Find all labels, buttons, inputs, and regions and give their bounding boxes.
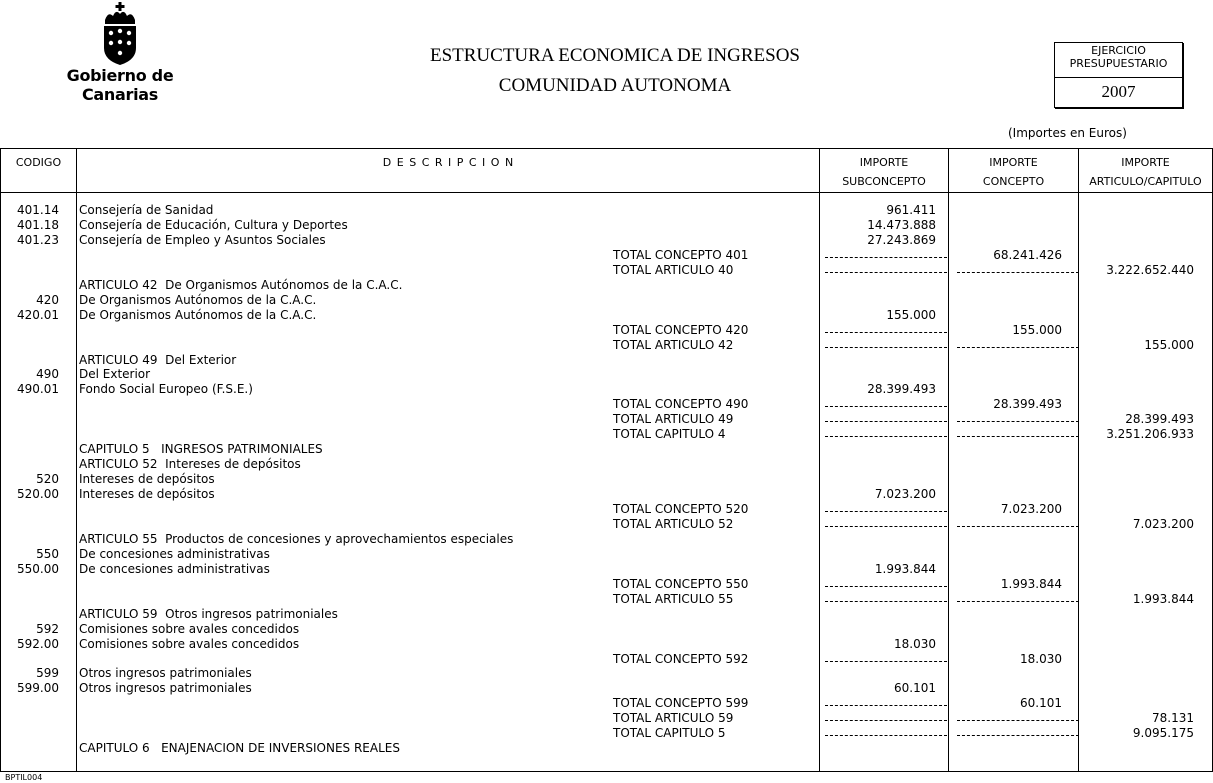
report-table <box>0 148 1213 772</box>
row-total-label: TOTAL ARTICULO 55 <box>613 591 734 606</box>
ejercicio-label: EJERCICIO PRESUPUESTARIO <box>1069 44 1168 70</box>
row-description: ARTICULO 52 Intereses de depósitos <box>79 457 301 472</box>
row-code: 420.01 <box>17 307 59 322</box>
dashed-rule <box>825 601 947 602</box>
divider <box>1055 77 1182 78</box>
dashed-rule <box>825 661 947 662</box>
table-row <box>1 308 1212 323</box>
table-row <box>1 622 1212 637</box>
row-importe-articulo: 28.399.493 <box>1125 412 1194 427</box>
row-code: 599 <box>36 666 59 681</box>
table-row <box>1 681 1212 696</box>
row-code: 550.00 <box>17 561 59 576</box>
row-importe-concepto: 28.399.493 <box>993 397 1062 412</box>
row-total-label: TOTAL ARTICULO 59 <box>613 711 734 726</box>
coat-of-arms-icon <box>102 2 138 66</box>
table-row <box>1 278 1212 293</box>
row-code: 490 <box>36 367 59 382</box>
dashed-rule <box>825 257 947 258</box>
dashed-rule <box>957 601 1079 602</box>
row-importe-concepto: 60.101 <box>1020 696 1062 711</box>
table-row <box>1 577 1212 592</box>
row-total-label: TOTAL ARTICULO 40 <box>613 262 734 277</box>
row-importe-subconcepto: 18.030 <box>894 636 936 651</box>
row-code: 599.00 <box>17 681 59 696</box>
dashed-rule <box>957 272 1079 273</box>
row-description: Otros ingresos patrimoniales <box>79 666 252 681</box>
row-description: ARTICULO 59 Otros ingresos patrimoniales <box>79 606 338 621</box>
dashed-rule <box>825 511 947 512</box>
header-divider <box>1 192 1212 193</box>
dashed-rule <box>825 586 947 587</box>
header-concepto-line2: CONCEPTO <box>982 175 1045 188</box>
dashed-rule <box>825 735 947 736</box>
table-row <box>1 592 1212 607</box>
table-row <box>1 293 1212 308</box>
header-codigo: CODIGO <box>15 156 62 169</box>
row-importe-subconcepto: 7.023.200 <box>874 487 936 502</box>
row-code: 592.00 <box>17 636 59 651</box>
table-row <box>1 562 1212 577</box>
table-row <box>1 711 1212 726</box>
row-importe-articulo: 155.000 <box>1144 337 1194 352</box>
header-subconcepto-line1: IMPORTE <box>859 156 909 169</box>
row-description: Comisiones sobre avales concedidos <box>79 621 300 636</box>
table-row <box>1 353 1212 368</box>
row-description: De concesiones administrativas <box>79 546 270 561</box>
table-row <box>1 442 1212 457</box>
row-code: 401.23 <box>17 232 59 247</box>
row-description: Consejería de Educación, Cultura y Deportes <box>79 217 348 232</box>
row-code: 490.01 <box>17 382 59 397</box>
dashed-rule <box>825 421 947 422</box>
row-importe-articulo: 1.993.844 <box>1132 591 1194 606</box>
dashed-rule <box>825 720 947 721</box>
row-importe-concepto: 7.023.200 <box>1000 502 1062 516</box>
row-total-label: TOTAL CONCEPTO 401 <box>613 247 749 262</box>
table-row <box>1 218 1212 233</box>
row-total-label: TOTAL CONCEPTO 592 <box>613 651 749 666</box>
row-description: ARTICULO 55 Productos de concesiones y aprovechamientos especiales <box>79 531 514 546</box>
dashed-rule <box>957 735 1079 736</box>
header-concepto-line1: IMPORTE <box>989 156 1038 169</box>
table-row <box>1 367 1212 382</box>
row-total-label: TOTAL ARTICULO 49 <box>613 412 734 427</box>
logo-text: Gobierno de Canarias <box>66 66 174 104</box>
row-total-label: TOTAL ARTICULO 52 <box>613 516 734 531</box>
table-row <box>1 263 1212 278</box>
row-code: 550 <box>36 546 59 561</box>
table-row <box>1 487 1212 502</box>
table-row <box>1 696 1212 711</box>
row-importe-subconcepto: 14.473.888 <box>867 217 936 232</box>
row-importe-concepto: 18.030 <box>1020 651 1062 666</box>
dashed-rule <box>825 526 947 527</box>
row-importe-concepto: 1.993.844 <box>1000 576 1062 591</box>
header-subconcepto-line2: SUBCONCEPTO <box>842 175 926 188</box>
table-row <box>1 323 1212 338</box>
row-importe-subconcepto: 1.993.844 <box>874 561 936 576</box>
row-code: 520 <box>36 472 59 487</box>
table-row <box>1 741 1212 756</box>
header-descripcion: D E S C R I P C I O N <box>382 156 514 169</box>
row-code: 420 <box>36 292 59 307</box>
row-description: De Organismos Autónomos de la C.A.C. <box>79 307 317 322</box>
row-description: Intereses de depósitos <box>79 487 215 502</box>
table-row <box>1 397 1212 412</box>
header-subconcepto <box>820 153 948 191</box>
row-importe-articulo: 9.095.175 <box>1132 726 1194 741</box>
row-importe-subconcepto: 60.101 <box>894 681 936 696</box>
row-description: Otros ingresos patrimoniales <box>79 681 252 696</box>
table-row <box>1 233 1212 248</box>
row-description: De Organismos Autónomos de la C.A.C. <box>79 292 317 307</box>
ejercicio-year: 2007 <box>1101 82 1136 101</box>
row-description: Intereses de depósitos <box>79 472 215 487</box>
row-total-label: TOTAL CONCEPTO 490 <box>613 397 749 412</box>
dashed-rule <box>957 421 1079 422</box>
row-code: 401.18 <box>17 217 59 232</box>
row-importe-articulo: 7.023.200 <box>1132 516 1194 531</box>
header-articulo-line1: IMPORTE <box>1121 156 1170 169</box>
table-row <box>1 472 1212 487</box>
row-importe-articulo: 3.222.652.440 <box>1106 262 1194 277</box>
table-row <box>1 607 1212 622</box>
row-importe-concepto: 68.241.426 <box>993 247 1062 262</box>
row-importe-articulo: 3.251.206.933 <box>1106 427 1194 442</box>
table-row <box>1 637 1212 652</box>
row-code: 520.00 <box>17 487 59 502</box>
row-code: 592 <box>36 621 59 636</box>
ejercicio-box <box>1054 42 1183 108</box>
row-description: CAPITULO 5 INGRESOS PATRIMONIALES <box>79 442 323 457</box>
table-row <box>1 666 1212 681</box>
row-importe-concepto: 155.000 <box>1012 322 1062 337</box>
gobierno-de-canarias-logo <box>30 2 210 104</box>
table-row <box>1 652 1212 667</box>
table-row <box>1 338 1212 353</box>
row-description: ARTICULO 49 Del Exterior <box>79 352 237 367</box>
row-total-label: TOTAL CAPITULO 4 <box>613 427 726 442</box>
dashed-rule <box>825 272 947 273</box>
header-concepto <box>949 153 1078 191</box>
row-description: De concesiones administrativas <box>79 561 270 576</box>
table-row <box>1 248 1212 263</box>
dashed-rule <box>825 705 947 706</box>
row-importe-subconcepto: 961.411 <box>886 203 936 217</box>
table-row <box>1 726 1212 741</box>
table-row <box>1 382 1212 397</box>
row-total-label: TOTAL CONCEPTO 599 <box>613 696 749 711</box>
dashed-rule <box>957 436 1079 437</box>
dashed-rule <box>957 526 1079 527</box>
row-importe-articulo: 78.131 <box>1152 711 1194 726</box>
table-row <box>1 502 1212 517</box>
units-note: (Importes en Euros) <box>1008 126 1127 140</box>
row-total-label: TOTAL CONCEPTO 520 <box>613 502 749 516</box>
dashed-rule <box>957 720 1079 721</box>
table-row <box>1 532 1212 547</box>
row-description: ARTICULO 42 De Organismos Autónomos de la C.A.C. <box>79 277 403 292</box>
dashed-rule <box>825 347 947 348</box>
row-total-label: TOTAL CAPITULO 5 <box>613 726 726 741</box>
row-description: Comisiones sobre avales concedidos <box>79 636 300 651</box>
dashed-rule <box>957 347 1079 348</box>
row-importe-subconcepto: 28.399.493 <box>867 382 936 397</box>
table-row <box>1 517 1212 532</box>
row-importe-subconcepto: 27.243.869 <box>867 232 936 247</box>
table-row <box>1 457 1212 472</box>
dashed-rule <box>825 406 947 407</box>
row-description: Consejería de Empleo y Asuntos Sociales <box>79 232 326 247</box>
row-total-label: TOTAL CONCEPTO 550 <box>613 576 749 591</box>
report-subtitle: COMUNIDAD AUTONOMA <box>498 75 732 96</box>
dashed-rule <box>825 332 947 333</box>
row-description: CAPITULO 6 ENAJENACION DE INVERSIONES REALES <box>79 741 400 756</box>
row-description: Fondo Social Europeo (F.S.E.) <box>79 382 253 397</box>
report-code: BPTIL004 <box>5 773 43 782</box>
row-total-label: TOTAL CONCEPTO 420 <box>613 322 749 337</box>
table-row <box>1 412 1212 427</box>
row-code: 401.14 <box>17 203 59 217</box>
header-articulo-line2: ARTICULO/CAPITULO <box>1089 175 1202 188</box>
row-total-label: TOTAL ARTICULO 42 <box>613 337 734 352</box>
dashed-rule <box>825 436 947 437</box>
report-title: ESTRUCTURA ECONOMICA DE INGRESOS <box>429 45 800 66</box>
table-row <box>1 203 1212 218</box>
header-articulo-capitulo <box>1079 153 1212 191</box>
row-importe-subconcepto: 155.000 <box>886 307 936 322</box>
row-description: Consejería de Sanidad <box>79 203 214 217</box>
table-row <box>1 547 1212 562</box>
row-description: Del Exterior <box>79 367 151 382</box>
table-row <box>1 427 1212 442</box>
